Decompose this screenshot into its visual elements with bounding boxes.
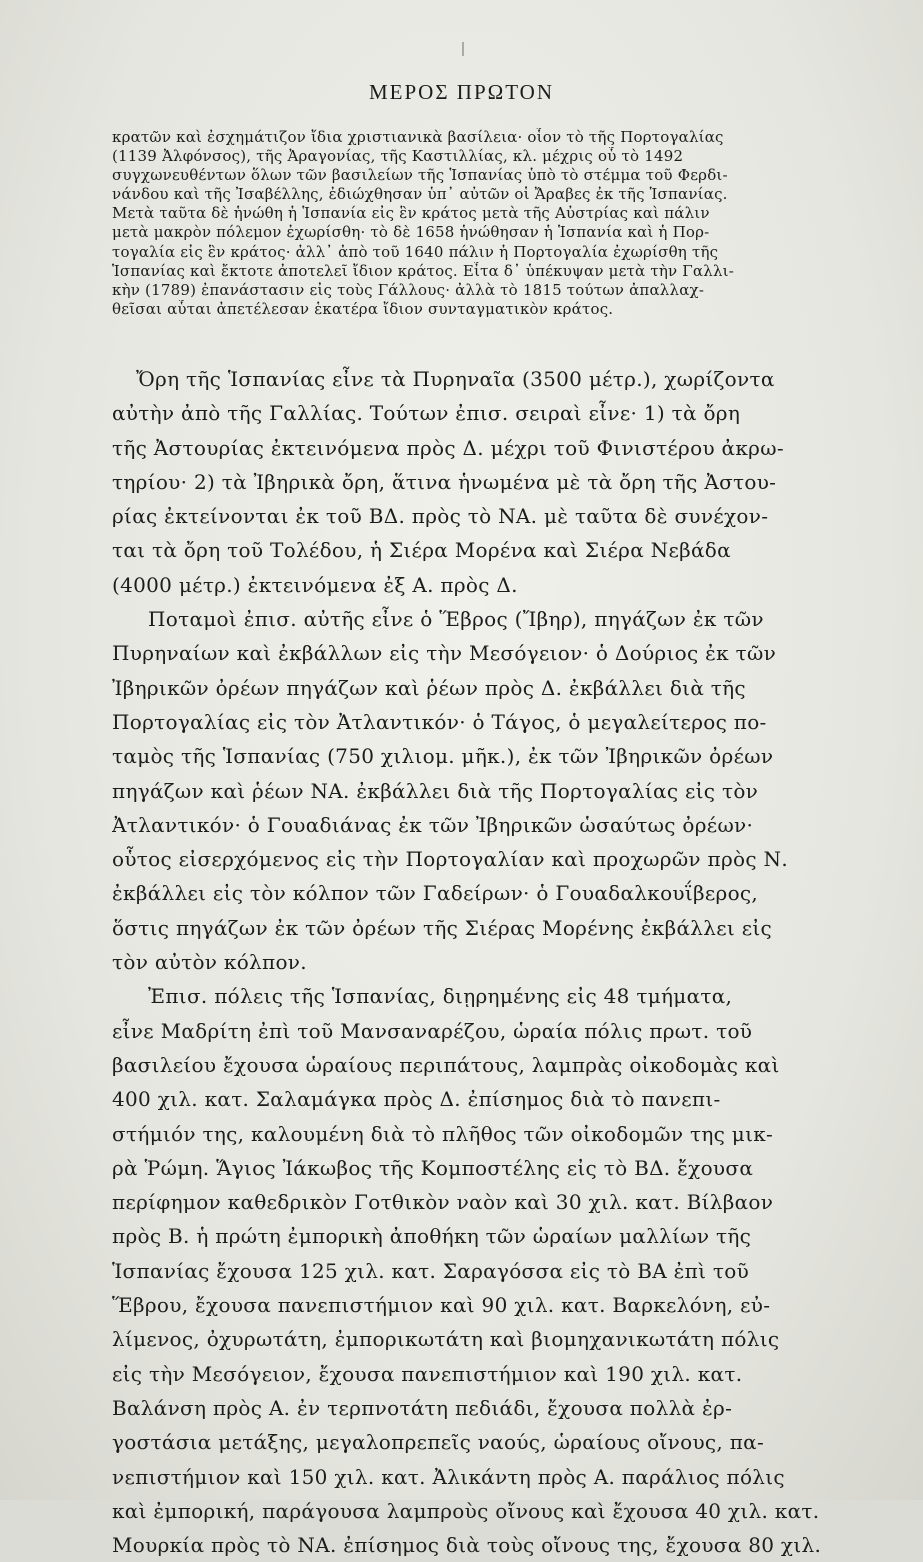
text-line: Ποταμοὶ ἐπισ. αὐτῆς εἶνε ὁ Ἕβρος (Ἴβηρ), πηγάζων ἐκ τῶν	[148, 607, 764, 632]
text-line: Ἕβρου, ἔχουσα πανεπιστήμιον καὶ 90 χιλ. κατ. Βαρκελόνη, εὐ-	[112, 1293, 771, 1318]
text-line: λίμενος, ὀχυρωτάτη, ἐμπορικωτάτη καὶ βιομηχανικωτάτη πόλις	[112, 1327, 780, 1352]
text-line: τῆς Ἀστουρίας ἐκτεινόμενα πρὸς Δ. μέχρι τοῦ Φινιστέρου ἀκρω-	[112, 435, 784, 460]
text-line: νεπιστήμιον καὶ 150 χιλ. κατ. Ἀλικάντη πρὸς Α. παράλιος πόλις	[112, 1464, 785, 1489]
text-line: νάνδου καὶ τῆς Ἰσαβέλλης, ἐδιώχθησαν ὑπ᾽ αὐτῶν οἱ Ἄραβες ἐκ τῆς Ἱσπανίας.	[112, 185, 728, 204]
text-line: (4000 μέτρ.) ἐκτεινόμενα ἐξ Α. πρὸς Δ.	[112, 572, 518, 597]
text-line: ρίας ἐκτείνονται ἐκ τοῦ ΒΔ. πρὸς τὸ ΝΑ. μὲ ταῦτα δὲ συνέχον-	[112, 504, 769, 529]
text-line: Ἐπισ. πόλεις τῆς Ἱσπανίας, διῃρημένης εἰς 48 τμήματα,	[148, 984, 733, 1009]
text-line: κρατῶν καὶ ἐσχημάτιζον ἴδια χριστιανικὰ βασίλεια· οἷον τὸ τῆς Πορτογαλίας	[112, 128, 724, 146]
text-line: μετὰ μακρὸν πόλεμον ἐχωρίσθη· τὸ δὲ 1658 ἡνώθησαν ἡ Ἱσπανία καὶ ἡ Πορ-	[112, 223, 710, 242]
text-line: ταμὸς τῆς Ἱσπανίας (750 χιλιομ. μῆκ.), ἐκ τῶν Ἰβηρικῶν ὀρέων	[112, 744, 774, 769]
text-line: Μουρκία πρὸς τὸ ΝΑ. ἐπίσημος διὰ τοὺς οἴνους της, ἔχουσα 80 χιλ.	[112, 1533, 822, 1558]
text-line: ἐκβάλλει εἰς τὸν κόλπον τῶν Γαδείρων· ὁ Γουαδαλκουΐβερος,	[112, 881, 759, 906]
text-line: ρὰ Ῥώμη. Ἅγιος Ἰάκωβος τῆς Κομποστέλης εἰς τὸ ΒΔ. ἔχουσα	[112, 1155, 754, 1180]
text-line: πηγάζων καὶ ῥέων ΝΑ. ἐκβάλλει διὰ τῆς Πορτογαλίας εἰς τὸν	[112, 778, 759, 803]
intro-paragraph	[112, 128, 847, 319]
text-line: τογαλία εἰς ἓν κράτος· ἀλλ᾽ ἀπὸ τοῦ 1640 πάλιν ἡ Πορτογαλία ἐχωρίσθη τῆς	[112, 242, 719, 261]
text-line: Πορτογαλίας εἰς τὸν Ἀτλαντικόν· ὁ Τάγος, ὁ μεγαλείτερος πο-	[112, 709, 767, 734]
text-line: Ὄρη τῆς Ἱσπανίας εἶνε τὰ Πυρηναῖα (3500 μέτρ.), χωρίζοντα	[136, 367, 775, 391]
text-line: εἶνε Μαδρίτη ἐπὶ τοῦ Μανσαναρέζου, ὡραία πόλις πρωτ. τοῦ	[112, 1018, 753, 1043]
text-line: βασιλείου ἔχουσα ὡραίους περιπάτους, λαμπρὰς οἰκοδομὰς καὶ	[112, 1052, 780, 1077]
text-line: Ἀτλαντικόν· ὁ Γουαδιάνας ἐκ τῶν Ἰβηρικῶν ὡσαύτως ὀρέων·	[112, 812, 754, 837]
text-line: ται τὰ ὄρη τοῦ Τολέδου, ἡ Σιέρα Μορένα καὶ Σιέρα Νεβάδα	[112, 538, 731, 563]
text-line: εἰς τὴν Μεσόγειον, ἔχουσα πανεπιστήμιον καὶ 190 χιλ. κατ.	[112, 1361, 743, 1386]
text-line: Ἰβηρικῶν ὀρέων πηγάζων καὶ ῥέων πρὸς Δ. ἐκβάλλει διὰ τῆς	[112, 675, 746, 700]
text-line: (1139 Ἀλφόνσος), τῆς Ἀραγονίας, τῆς Καστιλλίας, κλ. μέχρις οὗ τὸ 1492	[112, 147, 684, 166]
page-header: ΜΕΡΟΣ ΠΡΩΤΟΝ	[368, 80, 555, 104]
text-line: τηρίου· 2) τὰ Ἰβηρικὰ ὄρη, ἅτινα ἡνωμένα μὲ τὰ ὄρη τῆς Ἀστου-	[112, 469, 777, 494]
text-line: γοστάσια μετάξης, μεγαλοπρεπεῖς ναούς, ὡραίους οἴνους, πα-	[112, 1430, 765, 1455]
text-line: τὸν αὐτὸν κόλπον.	[112, 950, 307, 975]
text-line: κὴν (1789) ἐπανάστασιν εἰς τοὺς Γάλλους· ἀλλὰ τὸ 1815 τούτων ἀπαλλαχ-	[112, 280, 705, 299]
text-line: πρὸς Β. ἡ πρώτη ἐμπορικὴ ἀποθήκη τῶν ὡραίων μαλλίων τῆς	[112, 1224, 752, 1249]
text-line: στήμιόν της, καλουμένη διὰ τὸ πλῆθος τῶν οἰκοδομῶν της μικ-	[112, 1121, 774, 1146]
text-line: οὗτος εἰσερχόμενος εἰς τὴν Πορτογαλίαν καὶ προχωρῶν πρὸς Ν.	[112, 847, 789, 872]
text-line: περίφημον καθεδρικὸν Γοτθικὸν ναὸν καὶ 30 χιλ. κατ. Βίλβαον	[112, 1190, 774, 1215]
text-line: ὅστις πηγάζων ἐκ τῶν ὀρέων τῆς Σιέρας Μορένης ἐκβάλλει εἰς	[112, 915, 772, 940]
text-line: 400 χιλ. κατ. Σαλαμάγκα πρὸς Δ. ἐπίσημος διὰ τὸ πανεπι-	[112, 1087, 721, 1112]
text-line: συγχωνευθέντων ὅλων τῶν βασιλείων τῆς Ἱσπανίας ὑπὸ τὸ στέμμα τοῦ Φερδι-	[112, 166, 728, 185]
main-text	[112, 362, 847, 1562]
paper-mark	[462, 42, 464, 56]
text-line: Μετὰ ταῦτα δὲ ἡνώθη ἡ Ἱσπανία εἰς ἓν κράτος μετὰ τῆς Αὐστρίας καὶ πάλιν	[112, 204, 710, 223]
text-line: θεῖσαι αὗται ἀπετέλεσαν ἑκατέρα ἴδιον συνταγματικὸν κράτος.	[112, 299, 614, 318]
text-line: αὐτὴν ἀπὸ τῆς Γαλλίας. Τούτων ἐπισ. σειραὶ εἶνε· 1) τὰ ὄρη	[112, 401, 741, 426]
text-line: καὶ ἐμπορική, παράγουσα λαμπροὺς οἴνους καὶ ἔχουσα 40 χιλ. κατ.	[112, 1498, 820, 1523]
text-line: Ἱσπανίας ἔχουσα 125 χιλ. κατ. Σαραγόσσα εἰς τὸ ΒΑ ἐπὶ τοῦ	[112, 1258, 750, 1283]
text-line: Βαλάνση πρὸς Α. ἐν τερπνοτάτη πεδιάδι, ἔχουσα πολλὰ ἐρ-	[112, 1395, 733, 1420]
text-line: Πυρηναίων καὶ ἐκβάλλων εἰς τὴν Μεσόγειον· ὁ Δούριος ἐκ τῶν	[112, 641, 777, 666]
text-line: Ἱσπανίας καὶ ἔκτοτε ἀποτελεῖ ἴδιον κράτος. Εἶτα δ᾽ ὑπέκυψαν μετὰ τὴν Γαλλι-	[112, 261, 735, 280]
